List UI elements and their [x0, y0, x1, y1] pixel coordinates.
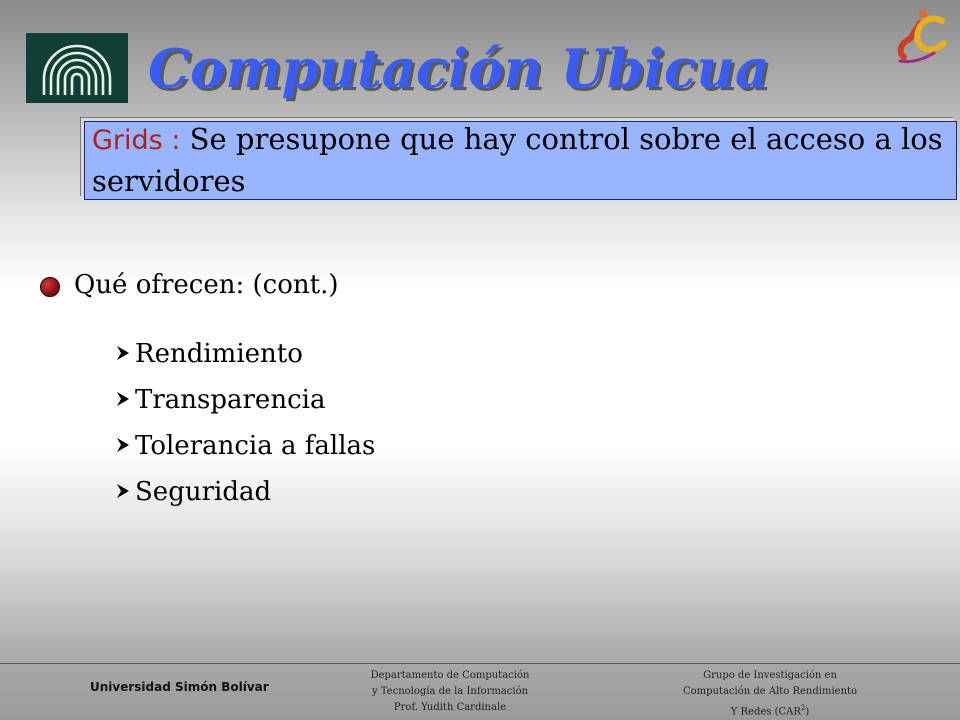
footer-divider — [0, 663, 960, 664]
red-dot-bullet-icon — [40, 277, 60, 297]
footer-department — [360, 668, 540, 716]
callout-body: Se presupone que hay control sobre el acceso a los servidores — [92, 122, 943, 198]
arrowhead-bullet-icon — [115, 482, 133, 502]
list-item — [115, 469, 375, 515]
main-bullet-text: Qué ofrecen: (cont.) — [74, 270, 339, 300]
list-item-label: Seguridad — [135, 477, 272, 507]
footer-group-superscript: 2 — [800, 704, 806, 712]
footer-group-close: ) — [805, 706, 810, 718]
footer-group — [675, 668, 865, 720]
grids-callout-box — [84, 121, 957, 200]
list-item-label: Rendimiento — [135, 339, 303, 369]
list-item — [115, 331, 375, 377]
footer-group-line: Grupo de Investigación en — [703, 670, 837, 681]
jc-logo-icon — [890, 3, 952, 65]
arrowhead-bullet-icon — [115, 344, 133, 364]
sub-bullet-list — [115, 331, 375, 515]
list-item-label: Transparencia — [135, 385, 326, 415]
list-item — [115, 377, 375, 423]
footer-group-text: Y Redes (CAR — [730, 706, 801, 718]
footer-dept-line: y Tecnología de la Información — [371, 686, 529, 697]
callout-key-label: Grids : — [92, 125, 181, 156]
arrowhead-bullet-icon — [115, 390, 133, 410]
footer-group-line — [675, 700, 865, 720]
footer-dept-line: Departamento de Computación — [370, 670, 530, 681]
slide-title: Computación Ubicua — [148, 38, 770, 100]
list-item — [115, 423, 375, 469]
footer-group-line: Computación de Alto Rendimiento — [682, 686, 858, 697]
usb-logo-icon — [26, 33, 128, 103]
list-item-label: Tolerancia a fallas — [135, 431, 376, 461]
footer-dept-line: Prof. Yudith Cardinale — [393, 702, 507, 713]
arrowhead-bullet-icon — [115, 436, 133, 456]
footer-university: Universidad Simón Bolívar — [90, 680, 269, 694]
callout-text — [92, 119, 946, 202]
